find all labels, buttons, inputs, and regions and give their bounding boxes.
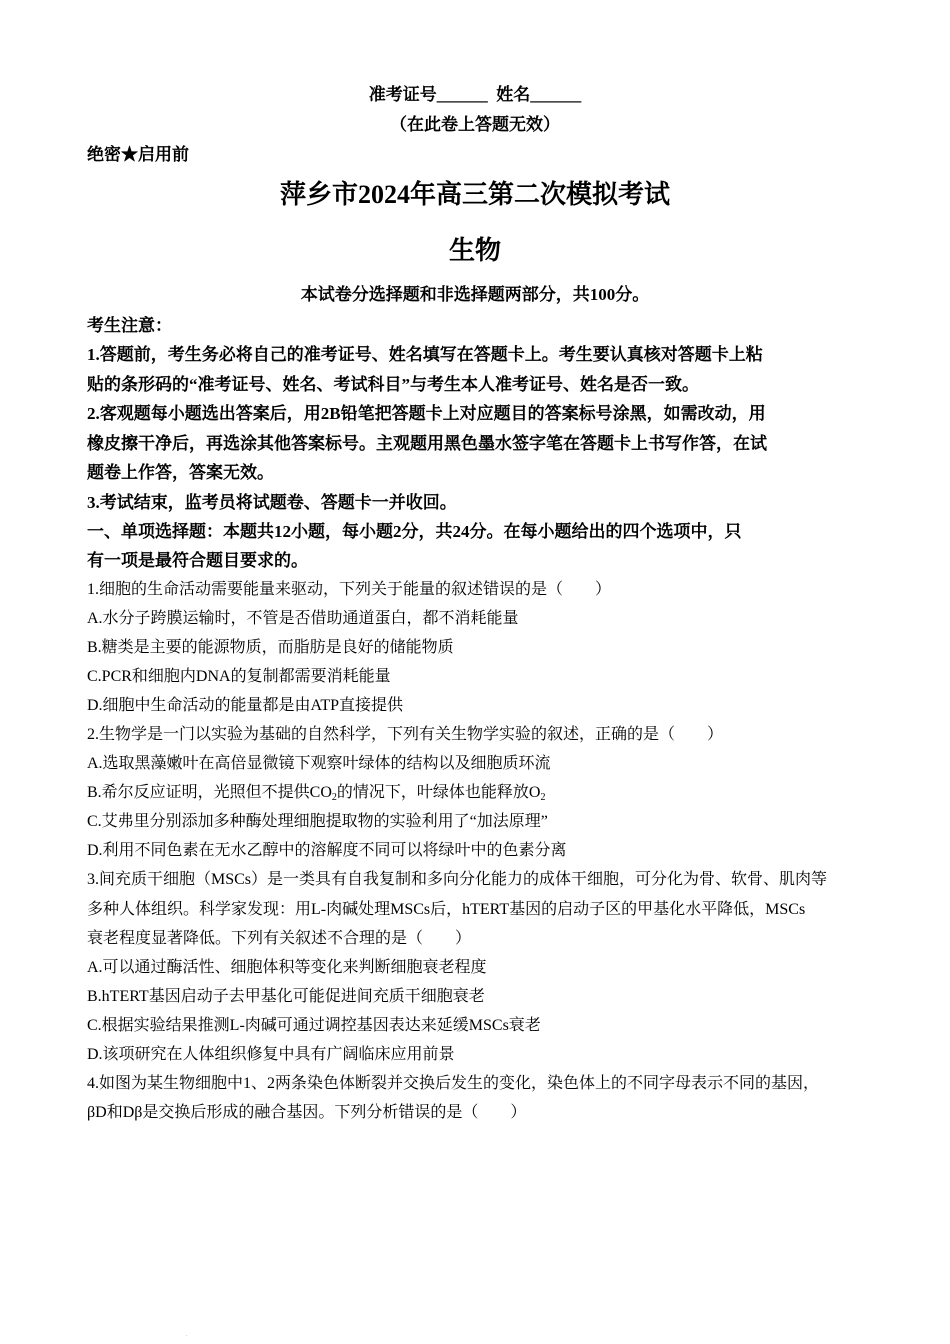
intro-line: 本试卷分选择题和非选择题两部分，共100分。 bbox=[300, 285, 650, 304]
question-1-option-d: D.细胞中生命活动的能量都是由ATP直接提供 bbox=[87, 697, 404, 714]
question-1-option-b: B.糖类是主要的能源物质，而脂肪是良好的储能物质 bbox=[87, 639, 454, 656]
option-b-text-1: B.希尔反应证明，光照但不提供CO bbox=[87, 784, 332, 801]
subject-title: 生物 bbox=[448, 236, 501, 265]
exam-id-label: 准考证号 bbox=[368, 85, 437, 104]
exam-title: 萍乡市2024年高三第二次模拟考试 bbox=[279, 180, 670, 209]
name-label: 姓名 bbox=[496, 85, 531, 104]
invalid-note: （在此卷上答题无效） bbox=[390, 115, 560, 134]
exam-id-name-line bbox=[0, 80, 950, 105]
note-line: 3.考试结束，监考员将试题卷、答题卡一并收回。 bbox=[87, 493, 457, 512]
question-2-stem: 2.生物学是一门以实验为基础的自然科学，下列有关生物学实验的叙述，正确的是（ ） bbox=[87, 726, 724, 743]
question-3-option-a: A.可以通过酶活性、细胞体积等变化来判断细胞衰老程度 bbox=[87, 959, 487, 976]
question-3-option-b: B.hTERT基因启动子去甲基化可能促进间充质干细胞衰老 bbox=[87, 988, 485, 1005]
question-2-option-a: A.选取黑藻嫩叶在高倍显微镜下观察叶绿体的结构以及细胞质环流 bbox=[87, 755, 551, 772]
question-4-stem-line: 4.如图为某生物细胞中1、2两条染色体断裂并交换后发生的变化，染色体上的不同字母表示不同的基因， bbox=[87, 1075, 820, 1092]
question-1-option-a: A.水分子跨膜运输时，不管是否借助通道蛋白，都不消耗能量 bbox=[87, 610, 519, 627]
question-4-stem-line: βD和Dβ是交换后形成的融合基因。下列分析错误的是（ ） bbox=[87, 1104, 527, 1121]
o2-subscript: 2 bbox=[540, 792, 546, 803]
option-b-text-2: 的情况下，叶绿体也能释放O bbox=[336, 784, 541, 801]
name-blank: ______ bbox=[530, 85, 582, 104]
question-1-stem: 1.细胞的生命活动需要能量来驱动，下列关于能量的叙述错误的是（ ） bbox=[87, 581, 612, 598]
question-3-stem-line: 3.间充质干细胞（MSCs）是一类具有自我复制和多向分化能力的成体干细胞，可分化为骨、软骨、肌肉等 bbox=[87, 871, 828, 888]
note-line: 题卷上作答，答案无效。 bbox=[87, 463, 274, 482]
exam-id-blank: ______ bbox=[436, 85, 488, 104]
question-3-option-c: C.根据实验结果推测L-肉碱可通过调控基因表达来延缓MSCs衰老 bbox=[87, 1017, 541, 1034]
section-heading: 有一项是最符合题目要求的。 bbox=[87, 551, 308, 570]
question-3-option-d: D.该项研究在人体组织修复中具有广阔临床应用前景 bbox=[87, 1046, 455, 1063]
page-speck: . bbox=[186, 1332, 188, 1338]
question-2-option-d: D.利用不同色素在无水乙醇中的溶解度不同可以将绿叶中的色素分离 bbox=[87, 842, 567, 859]
note-line: 1.答题前，考生务必将自己的准考证号、姓名填写在答题卡上。考生要认真核对答题卡上粘 bbox=[87, 345, 763, 364]
question-1-option-c: C.PCR和细胞内DNA的复制都需要消耗能量 bbox=[87, 668, 391, 685]
question-3-stem-line: 衰老程度显著降低。下列有关叙述不合理的是（ ） bbox=[87, 930, 472, 947]
note-line: 橡皮擦干净后，再选涂其他答案标号。主观题用黑色墨水签字笔在答题卡上书写作答，在试 bbox=[87, 434, 767, 453]
section-heading: 一、单项选择题：本题共12小题，每小题2分，共24分。在每小题给出的四个选项中，只 bbox=[87, 522, 742, 541]
co2-subscript: 2 bbox=[331, 792, 337, 803]
secret-mark: 绝密★启用前 bbox=[87, 145, 189, 164]
notes-heading: 考生注意： bbox=[87, 316, 172, 335]
question-2-option-b bbox=[87, 779, 545, 802]
question-2-option-c: C.艾弗里分别添加多种酶处理细胞提取物的实验利用了“加法原理” bbox=[87, 813, 548, 830]
note-line: 2.客观题每小题选出答案后，用2B铅笔把答题卡上对应题目的答案标号涂黑，如需改动，用 bbox=[87, 404, 766, 423]
question-3-stem-line: 多种人体组织。科学家发现：用L-肉碱处理MSCs后，hTERT基因的启动子区的甲基化水平降低，MSCs bbox=[87, 901, 806, 918]
note-line: 贴的条形码的“准考证号、姓名、考试科目”与考生本人准考证号、姓名是否一致。 bbox=[87, 375, 699, 394]
